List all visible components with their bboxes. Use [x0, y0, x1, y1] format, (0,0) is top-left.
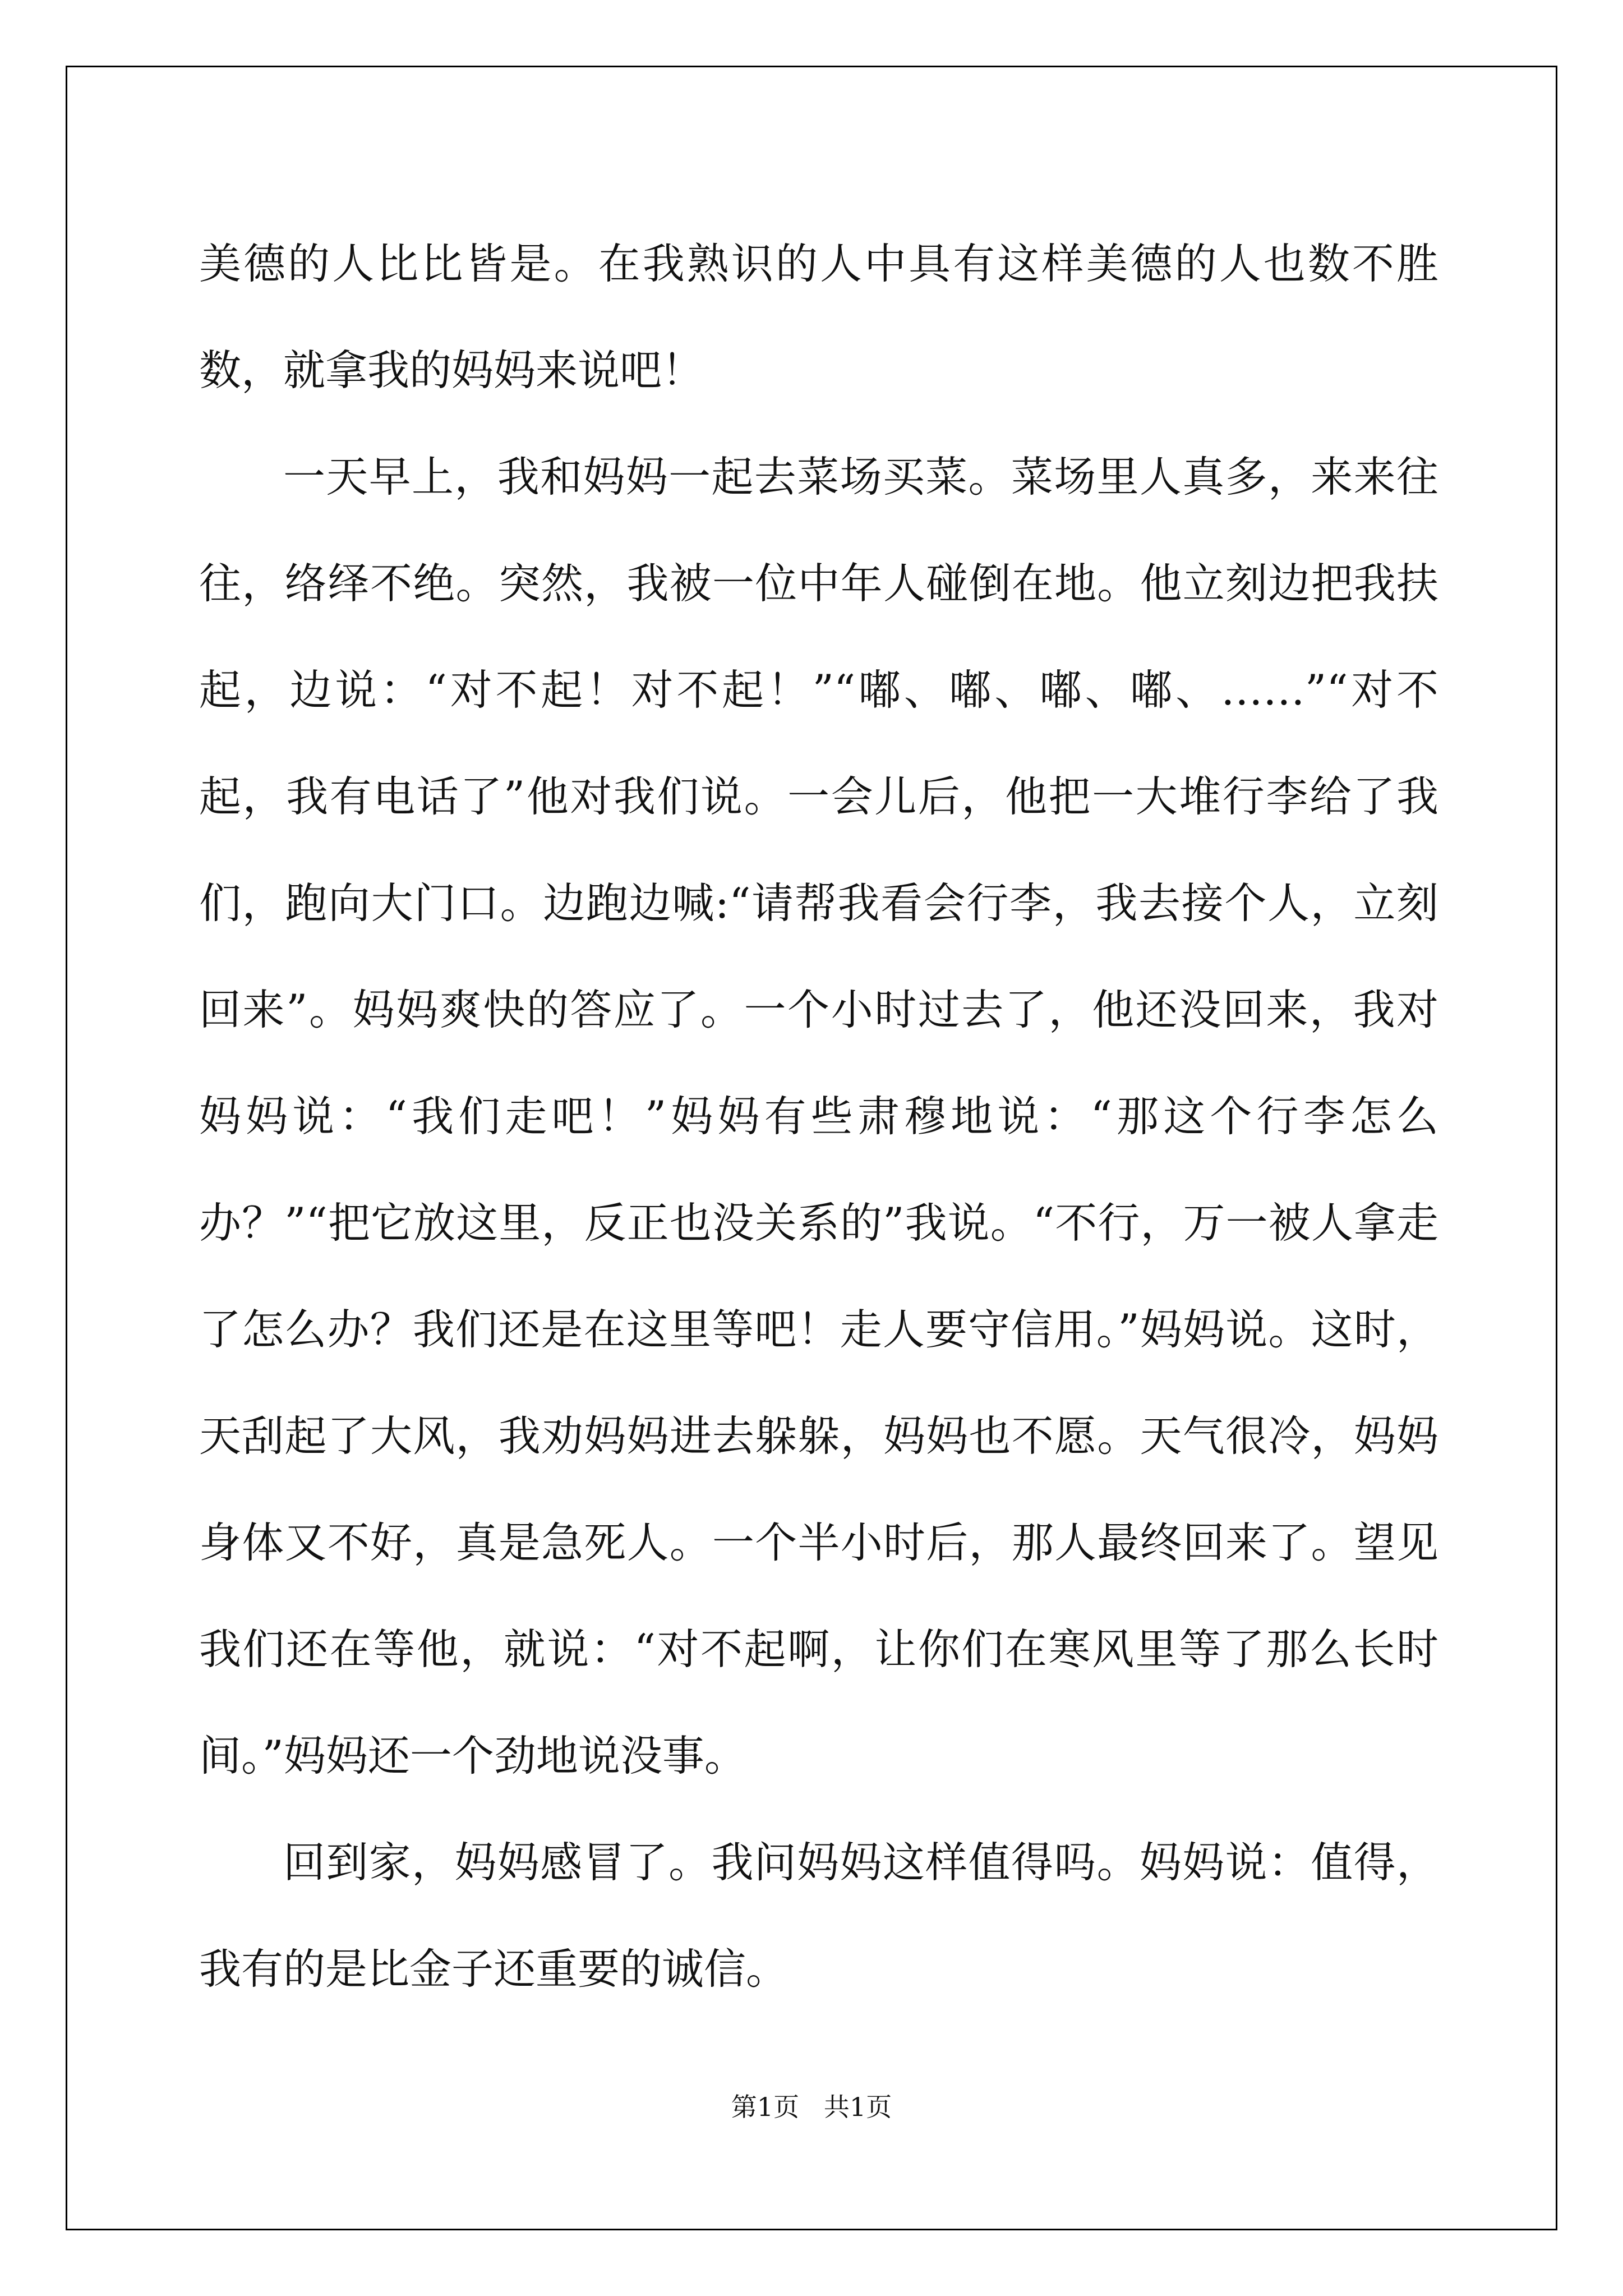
paragraph-2: 一天早上，我和妈妈一起去菜场买菜。菜场里人真多，来来往往，络绎不绝。突然，我被一位中年人碰倒在地。他立刻边把我扶起，边说：“对不起！对不起！”“嘟、嘟、嘟、嘟、……”“对不起，我有电话了”他对我们说。一会儿后，他把一大堆行李给了我们，跑向大门口。边跑边喊:“请帮我看会行李，我去接个人，立刻回来”。妈妈爽快的答应了。一个小时过去了，他还没回来，我对妈妈说：“我们走吧！”妈妈有些肃穆地说：“那这个行李怎么办？”“把它放这里，反正也没关系的”我说。“不行，万一被人拿走了怎么办？我们还是在这里等吧！走人要守信用。”妈妈说。这时，天刮起了大风，我劝妈妈进去躲躲，妈妈也不愿。天气很冷，妈妈身体又不好，真是急死人。一个半小时后，那人最终回来了。望见我们还在等他，就说：“对不起啊，让你们在寒风里等了那么长时间。”妈妈还一个劲地说没事。	[199, 452, 1438, 1780]
paragraph-1: 美德的人比比皆是。在我熟识的人中具有这样美德的人也数不胜数，就拿我的妈妈来说吧！	[199, 239, 1438, 395]
document-body	[199, 210, 1438, 2022]
page-footer: 第1页 共1页	[731, 2092, 892, 2122]
paragraph-3: 回到家，妈妈感冒了。我问妈妈这样值得吗。妈妈说：值得，我有的是比金子还重要的诚信。	[199, 1838, 1438, 1994]
